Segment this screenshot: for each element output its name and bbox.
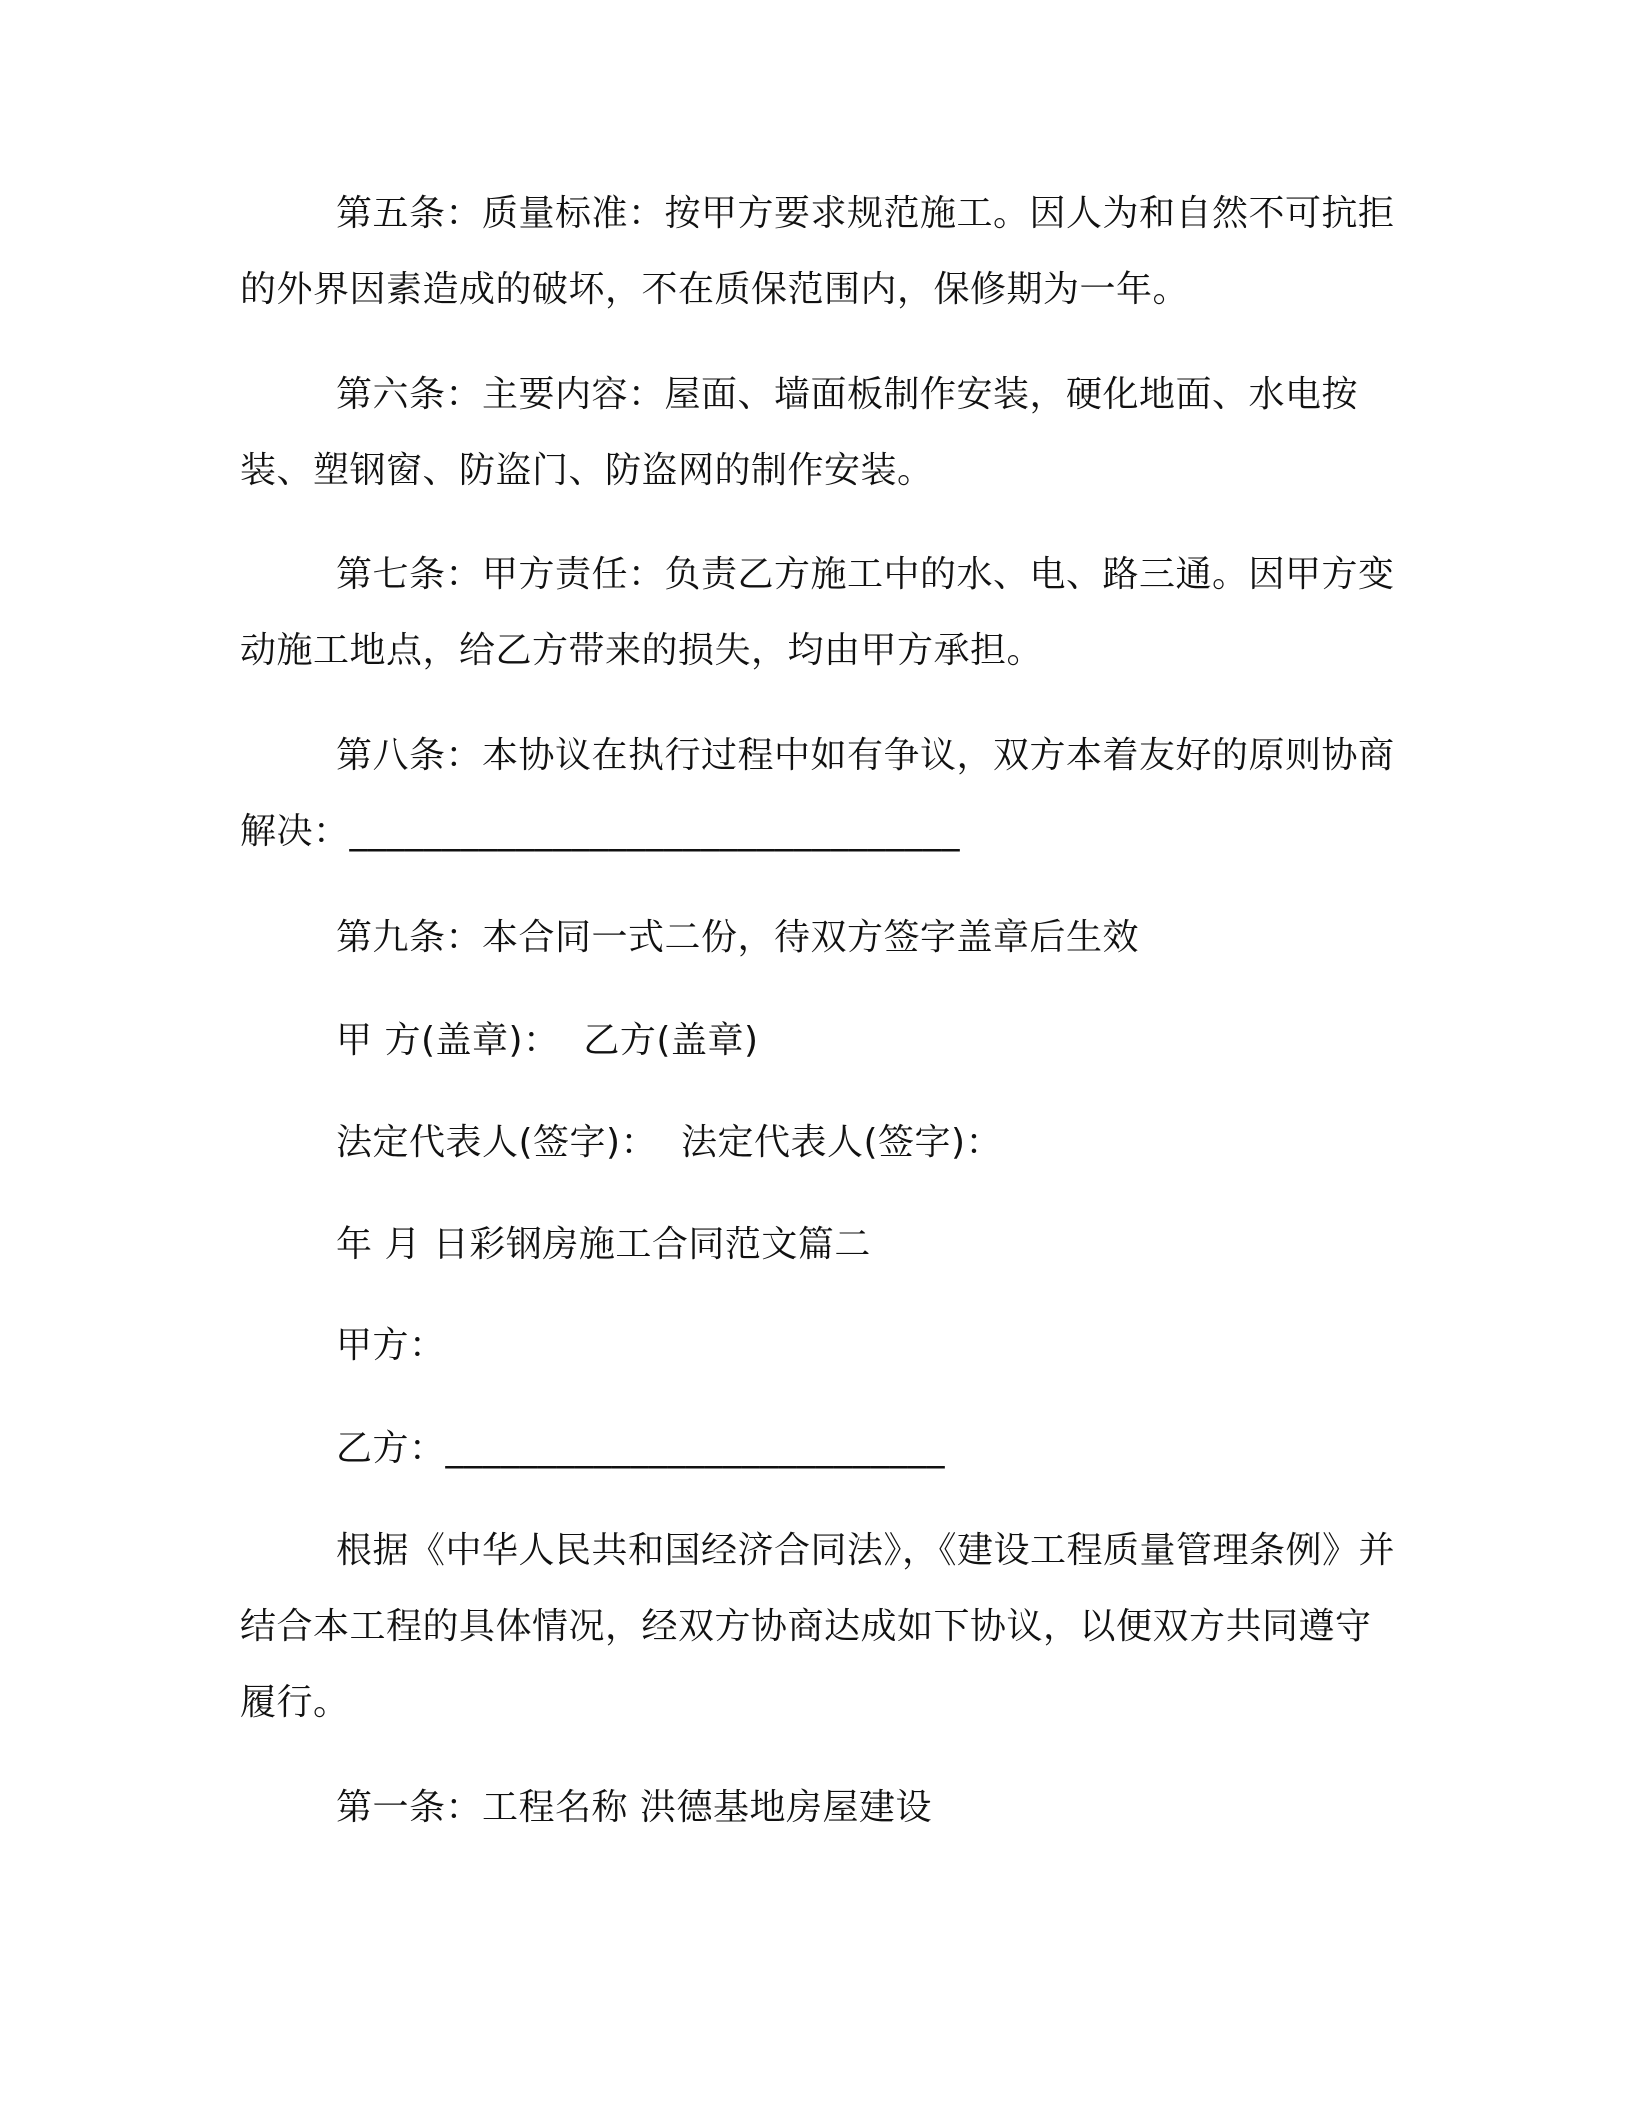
article-5-paragraph: [240, 176, 1400, 328]
article-7-paragraph: [240, 537, 1400, 689]
article-9-line: 第九条：本合同一式二份，待双方签字盖章后生效: [336, 917, 1140, 958]
seals-line: 甲 方(盖章)： 乙方(盖章): [336, 1020, 759, 1061]
article-6-paragraph: [240, 357, 1400, 509]
party-b-line: 乙方：___________________________: [336, 1428, 946, 1469]
article-7-text: 第七条：甲方责任：负责乙方施工中的水、电、路三通。因甲方变动施工地点，给乙方带来的损失，均由甲方承担。: [240, 554, 1395, 671]
date-title-line: 年 月 日彩钢房施工合同范文篇二: [336, 1224, 871, 1265]
article-5-text: 第五条：质量标准：按甲方要求规范施工。因人为和自然不可抗拒的外界因素造成的破坏，不在质保范围内，保修期为一年。: [240, 193, 1395, 310]
article-8-text: 第八条：本协议在执行过程中如有争议，双方本着友好的原则协商解决：_________________________________: [240, 735, 1395, 852]
preamble-text: 根据《中华人民共和国经济合同法》，《建设工程质量管理条例》并结合本工程的具体情况，经双方协商达成如下协议，以便双方共同遵守履行。: [240, 1530, 1396, 1723]
preamble-paragraph: [240, 1513, 1400, 1741]
article-1-line: 第一条：工程名称 洪德基地房屋建设: [336, 1787, 932, 1828]
article-6-text: 第六条：主要内容：屋面、墙面板制作安装，硬化地面、水电按装、塑钢窗、防盗门、防盗网的制作安装。: [240, 374, 1359, 491]
representatives-line: 法定代表人(签字)： 法定代表人(签字)：: [336, 1122, 1003, 1163]
party-a-line: 甲方：: [336, 1325, 446, 1366]
article-8-paragraph: [240, 718, 1400, 870]
